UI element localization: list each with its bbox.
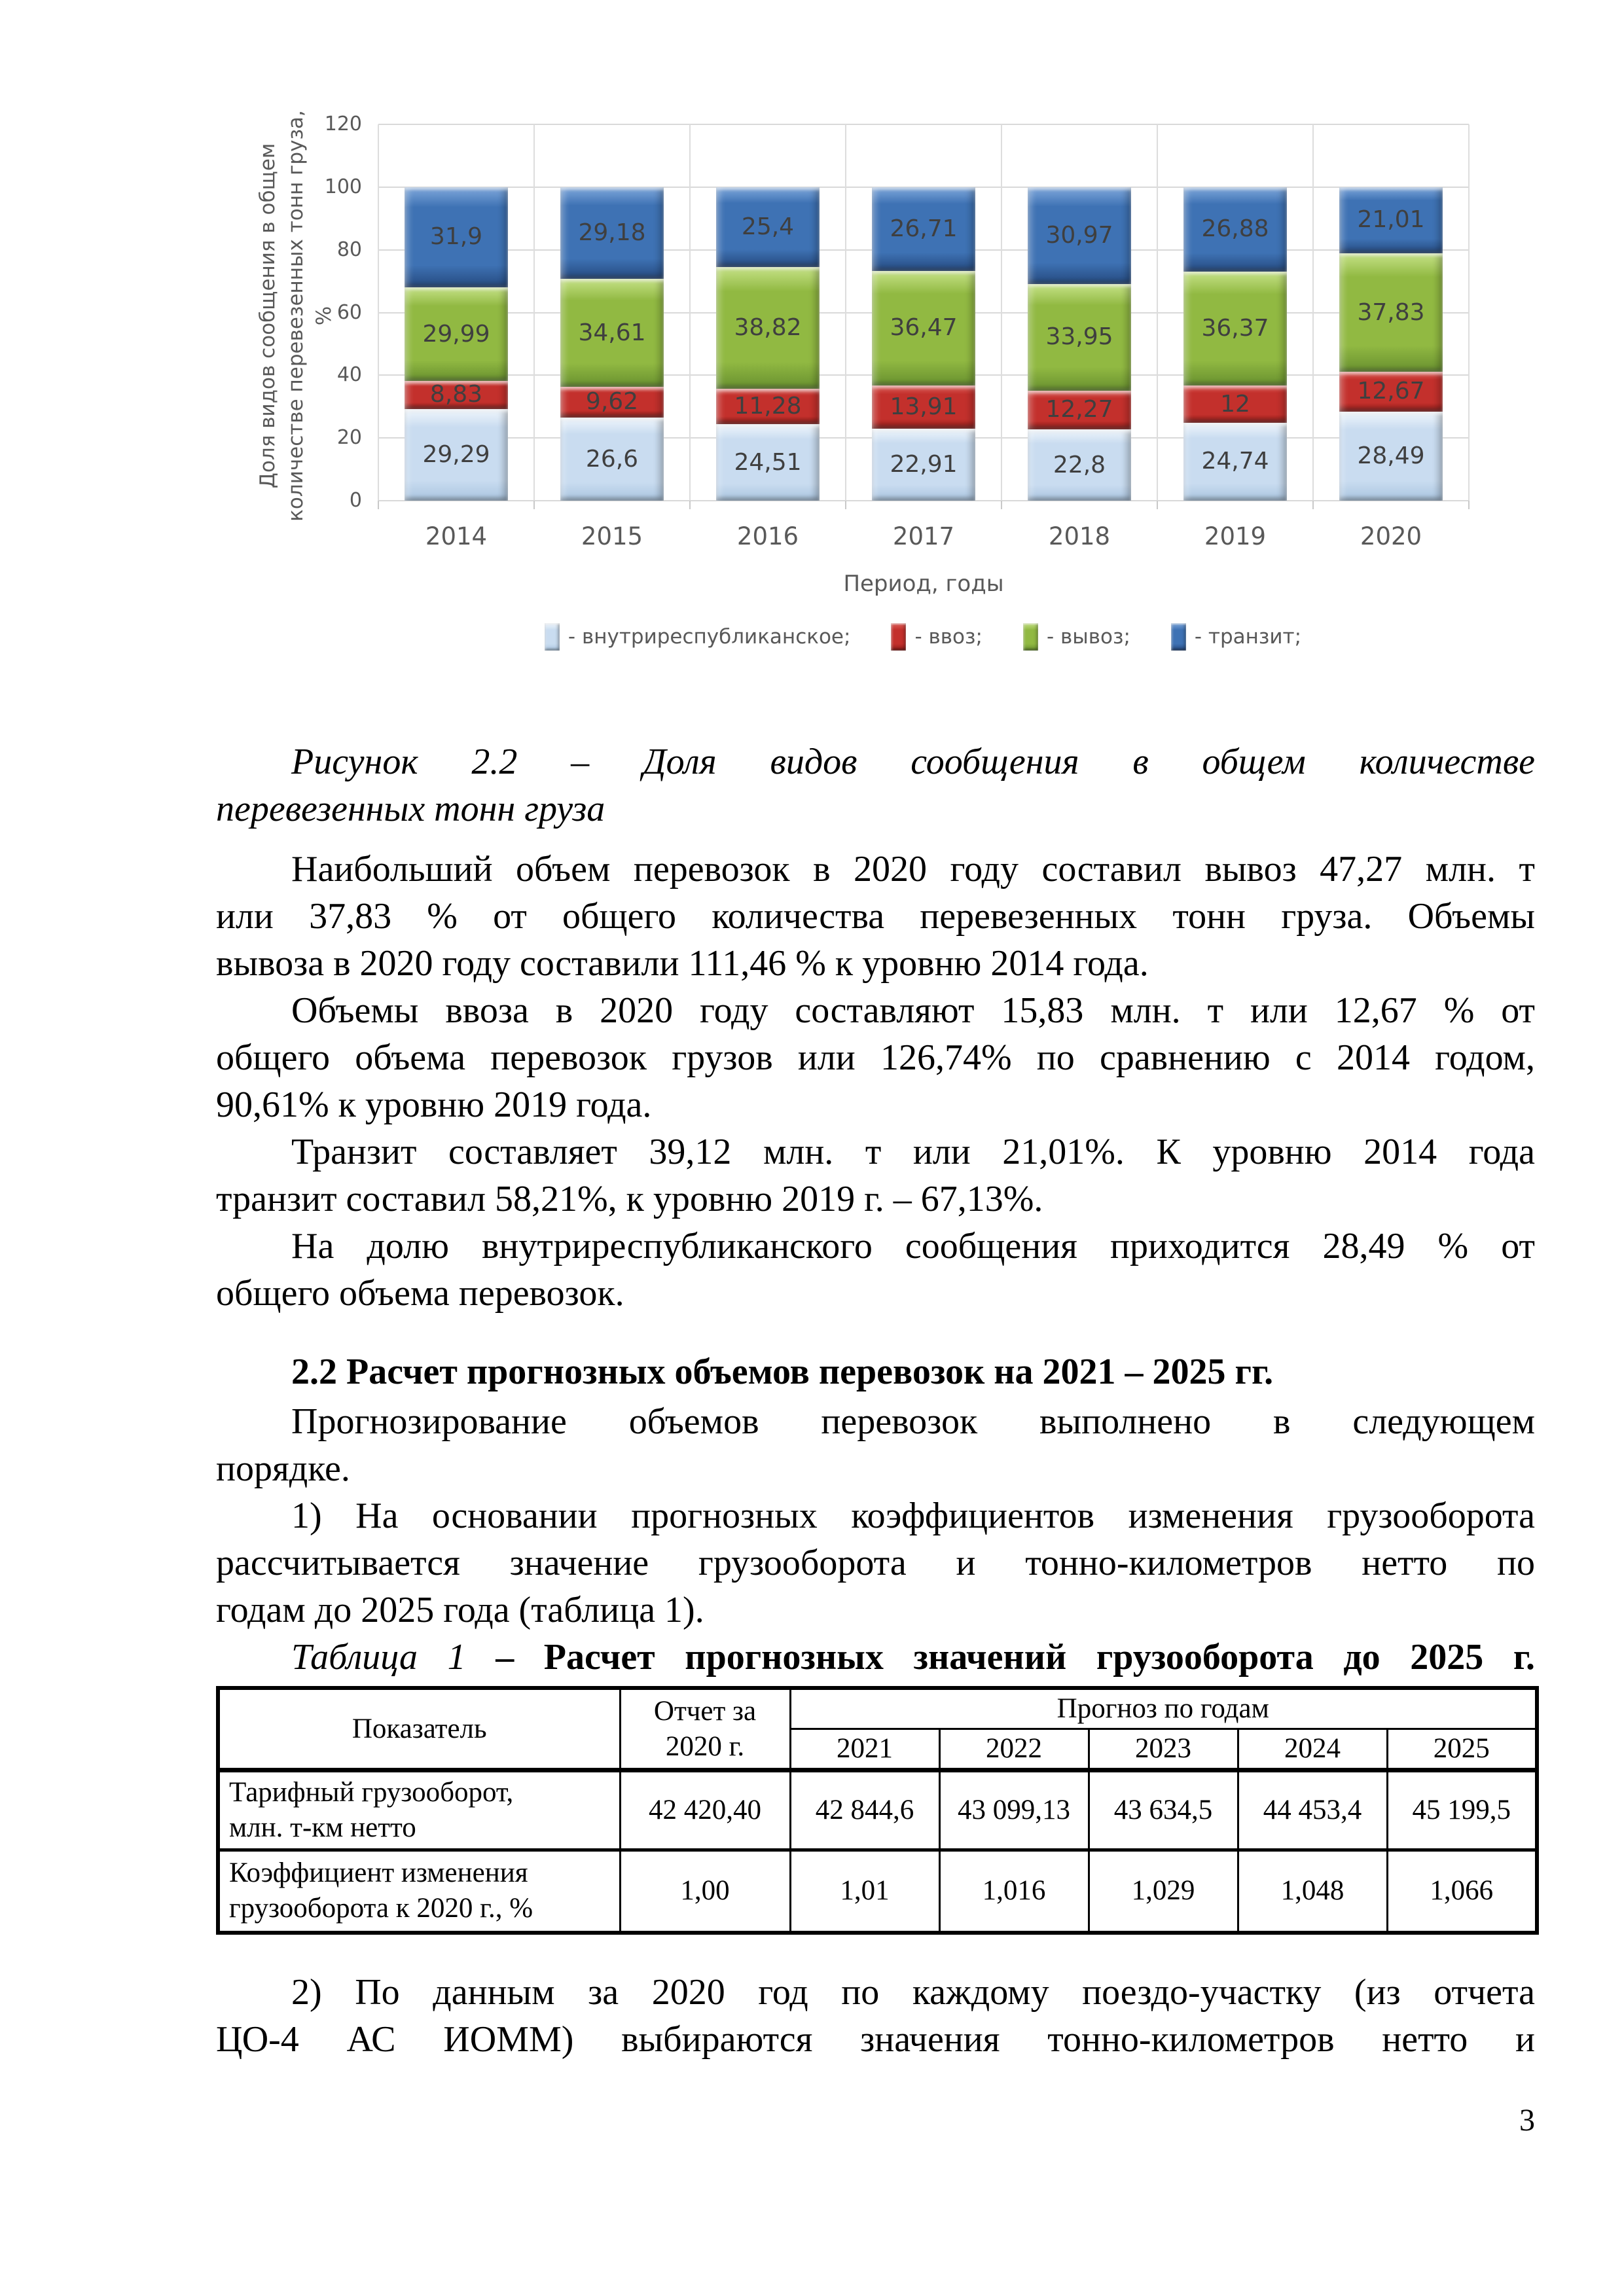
bar-segment-вывоз <box>716 267 820 389</box>
legend-label: - транзит; <box>1194 625 1302 649</box>
y-tick-label: 40 <box>336 363 362 387</box>
bar-segment-вывоз <box>1183 272 1287 386</box>
table-cell: 1,01 <box>790 1850 939 1933</box>
x-category-label: 2017 <box>892 522 955 550</box>
text-line: 1) На основании прогнозных коэффициентов изменения грузооборота <box>291 1496 1535 1536</box>
y-tick-label: 80 <box>336 238 362 261</box>
legend-item <box>1023 623 1130 651</box>
x-category-label: 2020 <box>1360 522 1422 550</box>
text-line: Тарифный грузооборот, <box>229 1777 514 1808</box>
bar-segment-ввоз <box>1339 372 1443 412</box>
gridline-vertical <box>845 124 846 501</box>
stacked-bar-2015 <box>560 124 664 501</box>
text-line: 90,61% к уровню 2019 года. <box>216 1085 652 1125</box>
legend-label: - внутриреспубликанское; <box>568 625 851 649</box>
legend-swatch-icon <box>1171 623 1186 651</box>
x-category-label: 2019 <box>1204 522 1267 550</box>
paragraph <box>216 1398 1535 1492</box>
x-axis-tick <box>1001 501 1002 509</box>
table-header-year: 2021 <box>790 1729 939 1770</box>
table-header-year: 2023 <box>1089 1729 1238 1770</box>
gridline-vertical <box>1001 124 1002 501</box>
stacked-bar-2014 <box>405 124 508 501</box>
paragraph <box>216 1492 1535 1634</box>
page-number: 3 <box>1519 2103 1535 2138</box>
bar-segment-транзит <box>405 187 508 287</box>
x-category-label: 2016 <box>736 522 799 550</box>
bar-value-label: 28,49 <box>1357 442 1425 469</box>
gridline-vertical <box>689 124 691 501</box>
text-line: Прогнозирование объемов перевозок выполнено в следующем <box>291 1401 1535 1442</box>
table-row-label <box>218 1770 620 1850</box>
gridline-vertical <box>533 124 535 501</box>
text-line: рассчитывается значение грузооборота и тонно-километров нетто по <box>216 1543 1535 1583</box>
chart-legend <box>281 623 1564 651</box>
bar-segment-внутриреспубликанское <box>872 429 975 501</box>
bar-value-label: 9,62 <box>585 388 639 416</box>
legend-swatch-icon <box>1023 623 1038 651</box>
table-cell: 43 099,13 <box>939 1770 1089 1850</box>
bar-segment-вывоз <box>1028 284 1131 391</box>
bar-value-label: 34,61 <box>578 319 646 346</box>
bar-value-label: 25,4 <box>741 213 795 240</box>
bar-segment-транзит <box>1183 187 1287 272</box>
bar-value-label: 36,37 <box>1201 314 1269 342</box>
bar-value-label: 26,71 <box>890 215 958 242</box>
bar-segment-ввоз <box>560 387 664 417</box>
bar-segment-транзит <box>1028 187 1131 284</box>
bar-segment-вывоз <box>872 271 975 386</box>
bar-value-label: 38,82 <box>734 314 802 341</box>
y-tick-label: 100 <box>324 175 362 198</box>
y-tick-label: 20 <box>336 426 362 450</box>
stacked-bar-2016 <box>716 124 820 501</box>
bar-value-label: 12,67 <box>1357 377 1425 404</box>
bar-segment-транзит <box>716 187 820 267</box>
legend-swatch-icon <box>545 623 560 651</box>
legend-label: - ввоз; <box>914 625 983 649</box>
bar-value-label: 22,8 <box>1053 451 1106 478</box>
table-caption-title: – Расчет прогнозных значений грузооборота до 2025 г. <box>496 1637 1535 1677</box>
gridline-vertical <box>1468 124 1470 501</box>
table-row-label <box>218 1850 620 1933</box>
bar-segment-транзит <box>1339 187 1443 253</box>
forecast-table <box>216 1686 1539 1935</box>
bar-value-label: 33,95 <box>1045 323 1113 351</box>
chart-x-axis-title: Период, годы <box>843 571 1004 597</box>
table-cell: 44 453,4 <box>1238 1770 1387 1850</box>
bar-value-label: 26,6 <box>585 445 639 473</box>
bar-value-label: 26,88 <box>1201 215 1269 242</box>
table-caption-number: Таблица 1 <box>291 1637 496 1677</box>
text-line: перевезенных тонн груза <box>216 789 605 829</box>
table-cell: 1,00 <box>620 1850 790 1933</box>
text-line: Наибольший объем перевозок в 2020 году составил вывоз 47,27 млн. т <box>291 849 1535 889</box>
legend-label: - вывоз; <box>1046 625 1130 649</box>
bar-segment-вывоз <box>405 287 508 382</box>
text-line: или 37,83 % от общего количества перевезенных тонн груза. Объемы <box>216 896 1535 937</box>
x-axis-tick <box>689 501 691 509</box>
text-line: общего объема перевозок грузов или 126,74% по сравнению с 2014 годом, <box>216 1037 1535 1078</box>
table-cell: 1,066 <box>1387 1850 1537 1933</box>
bar-segment-ввоз <box>1028 391 1131 429</box>
bar-value-label: 13,91 <box>890 393 958 420</box>
x-axis-tick <box>533 501 535 509</box>
bar-value-label: 24,74 <box>1201 448 1269 475</box>
text-column <box>216 738 1535 2063</box>
text-line: общего объема перевозок. <box>216 1273 624 1314</box>
paragraph <box>216 1223 1535 1317</box>
figure-caption <box>216 738 1535 833</box>
bar-segment-внутриреспубликанское <box>560 418 664 501</box>
section-heading: 2.2 Расчет прогнозных объемов перевозок на 2021 – 2025 гг. <box>291 1352 1274 1392</box>
y-tick-label: 0 <box>349 489 362 512</box>
y-axis-title-line: Доля видов сообщения в общем <box>256 143 280 489</box>
paragraph <box>216 1128 1535 1223</box>
bar-segment-ввоз <box>716 389 820 424</box>
table-cell: 43 634,5 <box>1089 1770 1238 1850</box>
stacked-bar-2020 <box>1339 124 1443 501</box>
text-line: млн. т-км нетто <box>229 1812 416 1843</box>
bar-segment-транзит <box>872 187 975 271</box>
table-cell: 42 420,40 <box>620 1770 790 1850</box>
text-line: На долю внутриреспубликанского сообщения приходится 28,49 % от <box>291 1226 1535 1266</box>
y-axis-title-line: количестве перевезенных тонн груза, % <box>284 110 336 522</box>
bar-value-label: 30,97 <box>1045 221 1113 249</box>
text-line: годам до 2025 года (таблица 1). <box>216 1590 704 1630</box>
text-line: транзит составил 58,21%, к уровню 2019 г. – 67,13%. <box>216 1179 1043 1219</box>
bar-segment-вывоз <box>560 279 664 387</box>
bar-segment-транзит <box>560 187 664 279</box>
figure-chart <box>0 0 1624 700</box>
bar-segment-внутриреспубликанское <box>1339 412 1443 501</box>
bar-value-label: 37,83 <box>1357 298 1425 326</box>
table-row <box>218 1850 1537 1933</box>
stacked-bar-2018 <box>1028 124 1131 501</box>
bar-value-label: 31,9 <box>429 223 483 250</box>
bar-value-label: 12,27 <box>1045 395 1113 423</box>
bar-segment-ввоз <box>872 386 975 429</box>
table-cell: 1,016 <box>939 1850 1089 1933</box>
table-cell: 1,029 <box>1089 1850 1238 1933</box>
text-line: Рисунок 2.2 – Доля видов сообщения в общем количестве <box>291 742 1535 782</box>
gridline-vertical <box>1157 124 1158 501</box>
bar-value-label: 29,99 <box>422 320 490 348</box>
bar-segment-внутриреспубликанское <box>1028 429 1131 501</box>
x-category-label: 2018 <box>1048 522 1111 550</box>
bar-value-label: 11,28 <box>734 392 802 420</box>
table-header-year: 2024 <box>1238 1729 1387 1770</box>
text-line: 2) По данным за 2020 год по каждому поездо-участку (из отчета <box>291 1971 1535 2013</box>
text-line: Транзит составляет 39,12 млн. т или 21,01%. К уровню 2014 года <box>291 1132 1535 1172</box>
stacked-bar-2019 <box>1183 124 1287 501</box>
text-line: грузооборота к 2020 г., % <box>229 1893 533 1924</box>
table-cell: 45 199,5 <box>1387 1770 1537 1850</box>
table-header-year: 2022 <box>939 1729 1089 1770</box>
plot-area <box>324 113 1469 550</box>
x-axis-tick <box>1157 501 1158 509</box>
stacked-bar-2017 <box>872 124 975 501</box>
table-caption <box>216 1634 1535 1681</box>
y-tick-label: 120 <box>324 113 362 135</box>
text-line: Коэффициент изменения <box>229 1857 528 1889</box>
legend-item <box>545 623 851 651</box>
text-line: Объемы ввоза в 2020 году составляют 15,83 млн. т или 12,67 % от <box>291 990 1535 1031</box>
x-axis-tick <box>1312 501 1314 509</box>
bar-segment-внутриреспубликанское <box>1183 423 1287 501</box>
bar-value-label: 29,29 <box>422 440 490 468</box>
table-cell: 42 844,6 <box>790 1770 939 1850</box>
legend-swatch-icon <box>891 623 906 651</box>
legend-item <box>1171 623 1301 651</box>
gridline-vertical <box>1312 124 1314 501</box>
x-category-label: 2014 <box>425 522 488 550</box>
bar-segment-вывоз <box>1339 253 1443 372</box>
x-axis-tick <box>845 501 846 509</box>
table-cell: 1,048 <box>1238 1850 1387 1933</box>
paragraph <box>216 1969 1535 2063</box>
table-row <box>218 1770 1537 1850</box>
table-header-report: Отчет за 2020 г. <box>620 1688 790 1770</box>
table-header-indicator: Показатель <box>218 1688 620 1770</box>
paragraph <box>216 846 1535 987</box>
legend-item <box>891 623 982 651</box>
bar-value-label: 24,51 <box>734 448 802 476</box>
x-axis-tick <box>1468 501 1470 509</box>
gridline-vertical <box>378 124 379 501</box>
x-category-label: 2015 <box>581 522 643 550</box>
x-axis-tick <box>378 501 379 509</box>
bar-value-label: 12 <box>1220 390 1250 418</box>
text-line: порядке. <box>216 1448 350 1489</box>
text-line: ЦО-4 АС ИОММ) выбираются значения тонно-километров нетто и <box>216 2018 1535 2060</box>
y-tick-label: 60 <box>336 300 362 324</box>
bar-value-label: 21,01 <box>1357 206 1425 233</box>
bar-value-label: 22,91 <box>890 451 958 478</box>
table-header-year: 2025 <box>1387 1729 1537 1770</box>
table-header-forecast-group: Прогноз по годам <box>790 1688 1537 1729</box>
bar-value-label: 36,47 <box>890 314 958 341</box>
bar-value-label: 29,18 <box>578 219 646 246</box>
bar-segment-ввоз <box>1183 386 1287 423</box>
text-line: вывоза в 2020 году составили 111,46 % к уровню 2014 года. <box>216 943 1149 984</box>
bar-segment-внутриреспубликанское <box>405 409 508 501</box>
bar-value-label: 8,83 <box>429 381 483 408</box>
bar-segment-ввоз <box>405 381 508 408</box>
paragraph <box>216 987 1535 1128</box>
bar-segment-внутриреспубликанское <box>716 424 820 501</box>
